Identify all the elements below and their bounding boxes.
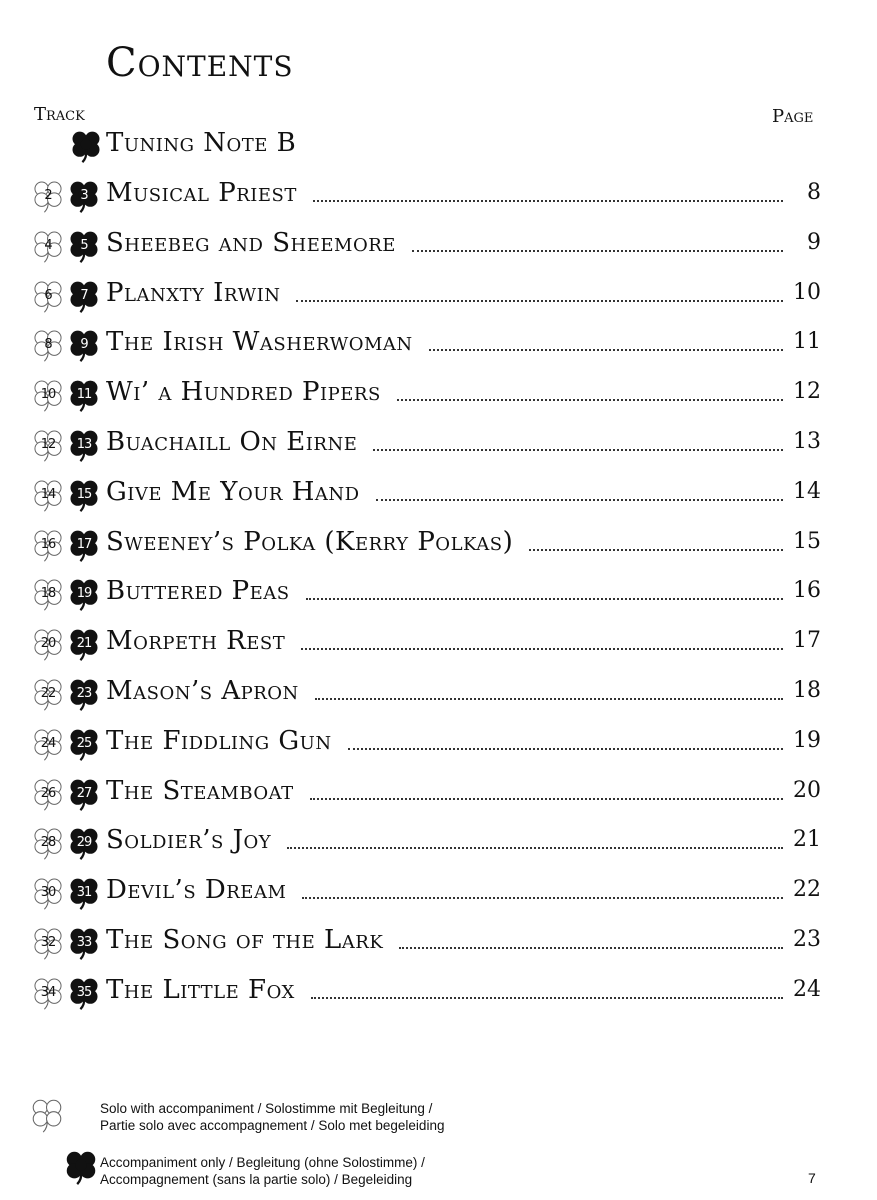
solo-track-number: 18 [40,586,56,602]
dot-leader [296,300,783,302]
accompaniment-track-number: 29 [76,835,92,851]
dot-leader [306,598,783,600]
track-column-header: Track [34,104,85,125]
entry-page-number: 15 [793,528,821,554]
solo-clover-icon [30,377,66,413]
accompaniment-clover-icon [68,128,104,164]
entry-title: Sheebeg and Sheemore [106,227,396,258]
entry-page-number: 9 [807,229,821,255]
page-title: Contents [106,40,294,86]
solo-clover-icon [30,527,66,563]
entry-page-number: 18 [793,678,821,703]
accompaniment-clover-icon [66,776,102,812]
contents-entry [0,672,877,716]
entry-title: Mason’s Apron [106,676,299,706]
accompaniment-legend-text [100,1154,425,1188]
solo-legend-line-1: Solo with accompaniment / Solostimme mit Begleitung / [100,1101,433,1116]
solo-clover-icon [30,327,66,363]
solo-legend-clover-icon [28,1096,66,1134]
contents-entry [0,523,877,567]
accompaniment-track-number: 23 [76,686,92,701]
accompaniment-clover-icon [66,527,102,563]
accompaniment-legend-line-2: Accompagnement (sans la partie solo) / Begeleiding [100,1172,413,1187]
contents-entry [0,572,877,616]
accompaniment-track-number: 3 [80,188,88,203]
solo-track-number: 16 [40,536,56,552]
solo-clover-icon [30,626,66,662]
accompaniment-clover-icon [66,975,102,1011]
entry-page-number: 21 [793,827,821,853]
accompaniment-track-number: 5 [80,237,88,253]
dot-leader [311,997,783,999]
accompaniment-clover-icon [66,676,102,712]
entry-page-number: 12 [793,379,821,405]
contents-entry [0,971,877,1015]
solo-track-number: 32 [40,935,56,950]
accompaniment-track-number: 21 [76,636,92,652]
tuning-note-row [0,124,877,168]
accompaniment-track-number: 17 [76,536,92,552]
accompaniment-clover-icon [66,825,102,861]
accompaniment-clover-icon [66,327,102,363]
contents-entry [0,722,877,766]
solo-track-number: 2 [44,188,52,203]
contents-entry [0,871,877,915]
solo-clover-icon [30,776,66,812]
entry-page-number: 24 [793,976,821,1002]
accompaniment-clover-icon [66,477,102,513]
contents-entry [0,622,877,666]
solo-clover-icon [30,477,66,513]
entry-title: The Little Fox [106,974,295,1005]
dot-leader [373,449,783,451]
accompaniment-clover-icon [66,626,102,662]
entry-page-number: 19 [793,727,821,753]
entry-title: Musical Priest [106,178,297,208]
entry-page-number: 22 [793,877,821,903]
contents-entry [0,423,877,467]
solo-track-number: 30 [40,885,56,901]
contents-entry [0,473,877,517]
page-number: 7 [808,1170,816,1186]
accompaniment-track-number: 33 [76,935,92,950]
entry-title: Buachaill On Eirne [106,427,358,457]
solo-clover-icon [30,228,66,264]
accompaniment-track-number: 13 [76,437,92,452]
solo-track-number: 12 [40,437,56,452]
solo-clover-icon [30,726,66,762]
accompaniment-clover-icon [66,228,102,264]
solo-legend-line-2: Partie solo avec accompagnement / Solo met begeleiding [100,1118,445,1133]
entry-page-number: 8 [807,180,821,205]
solo-track-number: 8 [44,337,52,353]
entry-page-number: 13 [793,429,821,454]
accompaniment-clover-icon [66,726,102,762]
accompaniment-track-number: 7 [80,287,88,303]
accompaniment-clover-icon [66,377,102,413]
solo-clover-icon [30,676,66,712]
entry-page-number: 17 [793,628,821,654]
solo-clover-icon [30,278,66,314]
solo-track-number: 22 [40,686,56,701]
accompaniment-clover-icon [66,178,102,214]
entry-title: Planxty Irwin [106,277,281,308]
entry-title: The Steamboat [106,775,294,806]
contents-entry [0,921,877,965]
entry-page-number: 10 [793,279,821,305]
solo-track-number: 20 [40,636,56,652]
dot-leader [313,200,783,202]
dot-leader [412,250,783,252]
solo-track-number: 34 [40,984,56,1000]
solo-track-number: 24 [40,735,56,751]
entry-title: Morpeth Rest [106,626,286,657]
solo-track-number: 10 [40,387,56,403]
entry-title: Wi’ a Hundred Pipers [106,377,381,408]
accompaniment-legend-clover-icon [62,1148,100,1186]
dot-leader [429,349,783,351]
solo-track-number: 14 [40,486,56,502]
page-column-header: Page [772,106,814,127]
dot-leader [315,698,783,700]
accompaniment-legend-line-1: Accompaniment only / Begleitung (ohne Solostimme) / [100,1155,425,1170]
solo-track-number: 6 [44,287,52,303]
accompaniment-clover-icon [66,925,102,961]
dot-leader [301,648,783,650]
contents-entry [0,174,877,218]
solo-clover-icon [30,875,66,911]
entry-title: The Irish Washerwoman [106,327,413,358]
entry-page-number: 14 [793,478,821,504]
dot-leader [529,549,783,551]
solo-clover-icon [30,975,66,1011]
solo-track-number: 4 [44,237,52,253]
entry-title: Give Me Your Hand [106,476,360,507]
entry-title: The Fiddling Gun [106,725,332,756]
entry-page-number: 20 [793,777,821,803]
accompaniment-clover-icon [66,278,102,314]
dot-leader [397,399,783,401]
entry-title: Soldier’s Joy [106,825,272,856]
contents-entry [0,224,877,268]
accompaniment-track-number: 19 [76,586,92,602]
contents-entry [0,373,877,417]
contents-entry [0,821,877,865]
accompaniment-clover-icon [66,875,102,911]
accompaniment-track-number: 31 [76,885,92,901]
accompaniment-clover-icon [66,576,102,612]
entry-page-number: 23 [793,927,821,952]
entry-title: Buttered Peas [106,576,290,607]
solo-track-number: 28 [40,835,56,851]
accompaniment-track-number: 25 [76,735,92,751]
dot-leader [287,847,783,849]
tuning-note-title: Tuning Note B [106,128,297,158]
entry-title: Sweeney’s Polka (Kerry Polkas) [106,526,514,557]
accompaniment-track-number: 35 [76,984,92,1000]
dot-leader [310,798,783,800]
accompaniment-clover-icon [66,427,102,463]
dot-leader [376,499,783,501]
solo-clover-icon [30,576,66,612]
contents-entry [0,772,877,816]
solo-clover-icon [30,825,66,861]
dot-leader [302,897,783,899]
dot-leader [399,947,783,949]
accompaniment-track-number: 27 [76,785,92,801]
entry-title: Devil’s Dream [106,875,287,906]
solo-clover-icon [30,178,66,214]
dot-leader [348,748,783,750]
entry-page-number: 16 [793,578,821,604]
contents-entry [0,274,877,318]
solo-legend-text [100,1100,444,1134]
entry-title: The Song of the Lark [106,925,384,955]
solo-track-number: 26 [40,785,56,801]
accompaniment-track-number: 9 [80,337,88,353]
solo-clover-icon [30,925,66,961]
solo-clover-icon [30,427,66,463]
accompaniment-track-number: 11 [76,387,92,403]
accompaniment-track-number: 15 [76,486,92,502]
contents-entry [0,323,877,367]
entry-page-number: 11 [793,329,821,355]
